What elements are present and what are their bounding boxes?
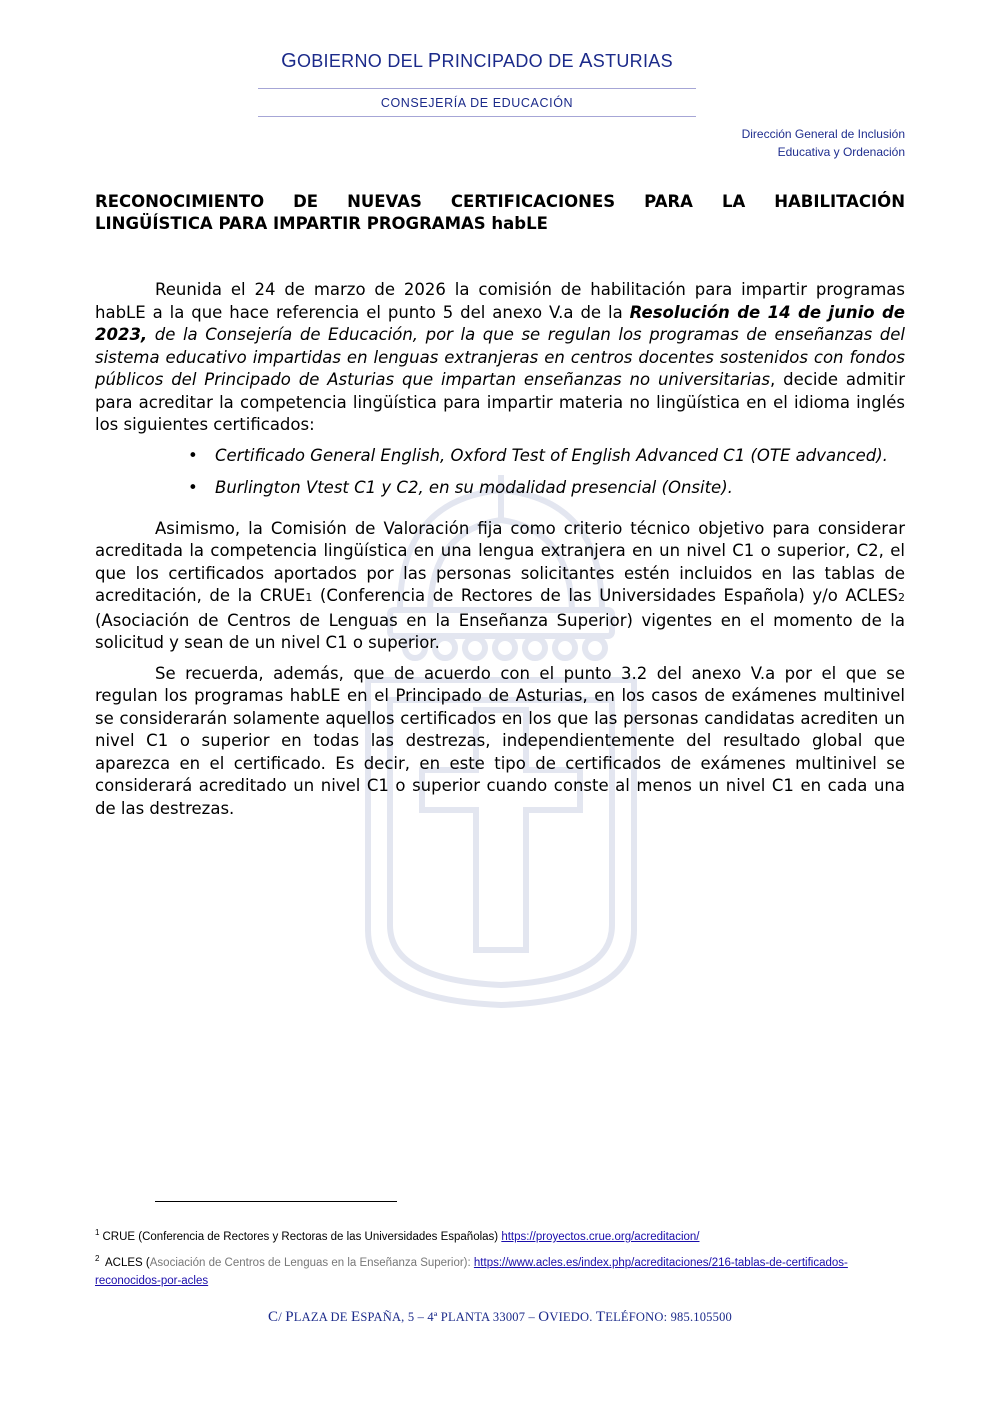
certificate-list	[95, 445, 905, 500]
document-body	[95, 279, 905, 828]
list-item: • Burlington Vtest C1 y C2, en su modalidad presencial (Onsite).	[215, 477, 905, 500]
department-name: Dirección General de Inclusión Educativa y Ordenación	[741, 127, 905, 159]
bullet-icon: •	[188, 445, 198, 465]
document-title: RECONOCIMIENTO DE NUEVAS CERTIFICACIONES PARA LA HABILITACIÓN LINGÜÍSTICA PARA IMPARTIR PROGRAMAS habLE	[95, 192, 905, 233]
acles-link[interactable]: https://www.acles.es/index.php/acreditaciones/216-tablas-de-certificados-reconocidos-por-acles	[95, 1257, 848, 1287]
paragraph-3: Se recuerda, además, que de acuerdo con el punto 3.2 del anexo V.a por el que se regulan los programas habLE en el Principado de Asturias, en los casos de exámenes multinivel se considerarán solamente aquellos certificados en los que las personas candidatas acrediten un nivel C1 o superior en todas las destrezas, independientemente del resultado global que aparezca en el certificado. Es decir, en este tipo de certificados de exámenes multinivel se considerará acreditado un nivel C1 o superior cuando conste al menos un nivel C1 en cada una de las destrezas.	[95, 663, 905, 818]
bullet-icon: •	[188, 478, 198, 497]
header-divider	[258, 88, 696, 89]
paragraph-1: Reunida el 24 de marzo de 2026 la comisión de habilitación para impartir programas habLE a la que hace referencia el punto 5 del anexo V.a de la Resolución de 14 de junio de 2023, de la Consejería de Educación, por la que se regulan los programas de enseñanzas del sistema educativo impartidas en lenguas extranjeras en centros docentes sostenidos con fondos públicos del Principado de Asturias que impartan enseñanzas no universitarias, decide admitir para acreditar la competencia lingüística para impartir materia no lingüística en el idioma inglés los siguientes certificados:	[95, 280, 905, 434]
crue-link[interactable]: https://proyectos.crue.org/acreditacion/	[501, 1231, 700, 1243]
footer-address: C/ PLAZA DE ESPAÑA, 5 – 4ª PLANTA 33007 – OVIEDO. TELÉFONO: 985.105500	[268, 1309, 732, 1325]
footnotes	[95, 1224, 910, 1294]
header-divider	[258, 116, 696, 117]
footnote-ref-2[interactable]: 2	[898, 591, 905, 604]
footnote-separator	[155, 1201, 397, 1202]
footnote-1: $^1$ CRUE (Conferencia de Rectores y Rectoras de las Universidades Españolas) https://proyectos.crue.org/acreditacion/	[95, 1228, 700, 1243]
footnote-2: $^2$ ACLES (Asociación de Centros de Lenguas en la Enseñanza Superior): https://www.acles.es/index.php/acreditaciones/216-tablas-de-certificados-reconocidos-por-acles	[95, 1254, 848, 1287]
paragraph-2: Asimismo, la Comisión de Valoración fija como criterio técnico objetivo para considerar acreditada la competencia lingüística en una lengua extranjera en un nivel C1 o superior, C2, el que los certificados aportados por las personas solicitantes estén incluidos en las tablas de acreditación, de la CRUE1 (Conferencia de Rectores de las Universidades Española) y/o ACLES2 (Asociación de Centros de Lenguas en la Enseñanza Superior) vigentes en el momento de la solicitud y sean de un nivel C1 o superior.	[95, 518, 905, 652]
government-title: GOBIERNO DEL PRINCIPADO DE ASTURIAS	[281, 50, 673, 72]
ministry-subtitle: CONSEJERÍA DE EDUCACIÓN	[380, 96, 574, 110]
footnote-ref-1[interactable]: 1	[305, 591, 313, 604]
list-item: • Certificado General English, Oxford Test of English Advanced C1 (OTE advanced).	[215, 445, 905, 468]
